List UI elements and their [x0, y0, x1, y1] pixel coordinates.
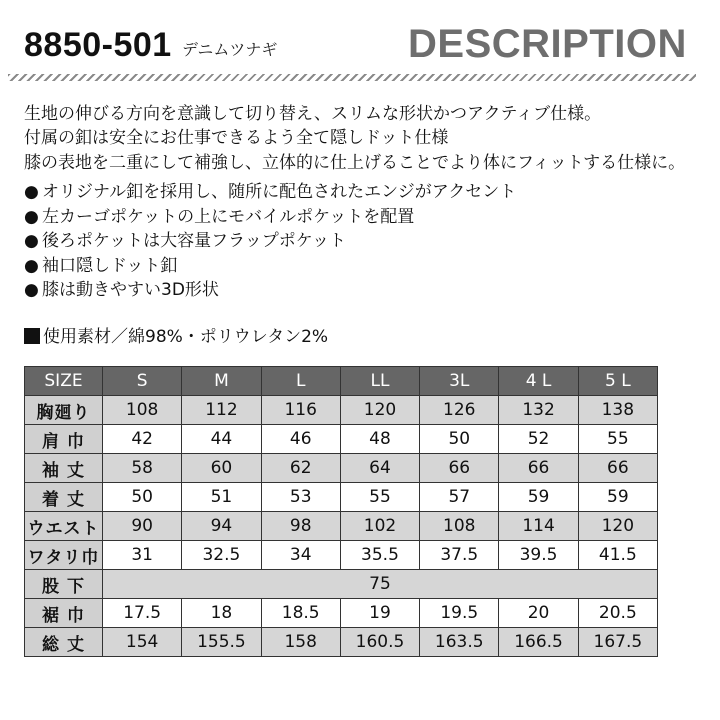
size-header-row [25, 367, 658, 396]
table-cell: 51 [182, 483, 261, 512]
table-cell: 19 [340, 599, 419, 628]
table-cell: 17.5 [103, 599, 182, 628]
table-cell: 34 [261, 541, 340, 570]
square-bullet-icon [24, 328, 40, 344]
table-cell: 108 [103, 396, 182, 425]
table-cell: 158 [261, 628, 340, 657]
feature-text: オリジナル釦を採用し、随所に配色されたエンジがアクセント [42, 182, 517, 202]
table-row [25, 570, 658, 599]
size-column-header: 4 L [499, 367, 578, 396]
feature-item [24, 254, 516, 279]
feature-text: 後ろポケットは大容量フラップポケット [42, 231, 346, 252]
table-cell: 50 [103, 483, 182, 512]
table-row [25, 512, 658, 541]
bullet-icon: ● [24, 255, 39, 276]
table-cell: 18 [182, 599, 261, 628]
material-text: 使用素材／綿98%・ポリウレタン2% [43, 327, 329, 347]
table-cell: 35.5 [340, 541, 419, 570]
feature-list [24, 180, 516, 303]
table-row [25, 396, 658, 425]
row-label: 股 下 [25, 570, 103, 599]
bullet-icon: ● [24, 206, 39, 227]
feature-text: 左カーゴポケットの上にモバイルポケットを配置 [42, 206, 415, 227]
product-name: デニムツナギ [182, 40, 278, 59]
row-label: 着 丈 [25, 483, 103, 512]
table-cell: 66 [578, 454, 657, 483]
size-column-header: LL [340, 367, 419, 396]
description-line: 生地の伸びる方向を意識して切り替え、スリムな形状かつアクティブ仕様。 [24, 104, 602, 124]
table-cell: 126 [420, 396, 499, 425]
row-label: 裾 巾 [25, 599, 103, 628]
table-row [25, 541, 658, 570]
table-cell: 41.5 [578, 541, 657, 570]
table-cell: 42 [103, 425, 182, 454]
table-cell: 52 [499, 425, 578, 454]
table-cell: 50 [420, 425, 499, 454]
table-cell: 59 [499, 483, 578, 512]
table-row [25, 425, 658, 454]
table-cell: 32.5 [182, 541, 261, 570]
table-row [25, 599, 658, 628]
size-column-header: L [261, 367, 340, 396]
table-cell: 94 [182, 512, 261, 541]
description-line: 付属の釦は安全にお仕事できるよう全て隠しドット仕様 [24, 128, 449, 149]
header [0, 0, 720, 90]
table-cell: 120 [578, 512, 657, 541]
table-cell: 53 [261, 483, 340, 512]
row-label: 総 丈 [25, 628, 103, 657]
table-cell: 98 [261, 512, 340, 541]
table-cell: 59 [578, 483, 657, 512]
table-cell: 55 [578, 425, 657, 454]
bullet-icon: ● [24, 182, 39, 202]
table-cell: 31 [103, 541, 182, 570]
table-cell: 90 [103, 512, 182, 541]
size-corner-label: SIZE [25, 367, 103, 396]
table-cell: 18.5 [261, 599, 340, 628]
table-cell: 57 [420, 483, 499, 512]
table-cell: 66 [420, 454, 499, 483]
table-cell: 108 [420, 512, 499, 541]
table-cell: 48 [340, 425, 419, 454]
row-label: ワタリ巾 [25, 541, 103, 570]
table-cell: 46 [261, 425, 340, 454]
table-cell: 166.5 [499, 628, 578, 657]
table-cell: 154 [103, 628, 182, 657]
material-info [24, 322, 328, 347]
table-cell: 20 [499, 599, 578, 628]
table-cell-merged: 75 [103, 570, 658, 599]
table-cell: 114 [499, 512, 578, 541]
table-cell: 160.5 [340, 628, 419, 657]
size-column-header: M [182, 367, 261, 396]
bullet-icon: ● [24, 280, 39, 301]
table-cell: 138 [578, 396, 657, 425]
feature-item [24, 278, 516, 303]
description-heading: DESCRIPTION [408, 22, 687, 66]
row-label: ウエスト [25, 512, 103, 541]
table-cell: 66 [499, 454, 578, 483]
table-cell: 37.5 [420, 541, 499, 570]
size-table [24, 366, 658, 657]
feature-item [24, 229, 516, 254]
table-cell: 116 [261, 396, 340, 425]
table-cell: 44 [182, 425, 261, 454]
table-row [25, 628, 658, 657]
size-column-header: 5 L [578, 367, 657, 396]
table-cell: 155.5 [182, 628, 261, 657]
feature-item [24, 180, 516, 205]
decorative-stripe [8, 74, 696, 81]
product-code: 8850-501 [24, 26, 172, 64]
table-cell: 163.5 [420, 628, 499, 657]
row-label: 胸廻り [25, 396, 103, 425]
row-label: 肩 巾 [25, 425, 103, 454]
table-cell: 55 [340, 483, 419, 512]
table-cell: 39.5 [499, 541, 578, 570]
description-text [24, 102, 704, 175]
table-cell: 64 [340, 454, 419, 483]
table-cell: 58 [103, 454, 182, 483]
table-cell: 60 [182, 454, 261, 483]
row-label: 袖 丈 [25, 454, 103, 483]
table-cell: 62 [261, 454, 340, 483]
table-cell: 120 [340, 396, 419, 425]
table-cell: 19.5 [420, 599, 499, 628]
table-cell: 167.5 [578, 628, 657, 657]
table-cell: 102 [340, 512, 419, 541]
feature-text: 膝は動きやすい3D形状 [42, 280, 219, 301]
size-column-header: S [103, 367, 182, 396]
size-column-header: 3L [420, 367, 499, 396]
bullet-icon: ● [24, 231, 39, 252]
feature-item [24, 205, 516, 230]
table-row [25, 454, 658, 483]
feature-text: 袖口隠しドット釦 [42, 255, 178, 276]
table-cell: 20.5 [578, 599, 657, 628]
table-cell: 112 [182, 396, 261, 425]
description-line: 膝の表地を二重にして補強し、立体的に仕上げることでより体にフィットする仕様に。 [24, 152, 686, 173]
table-row [25, 483, 658, 512]
table-cell: 132 [499, 396, 578, 425]
